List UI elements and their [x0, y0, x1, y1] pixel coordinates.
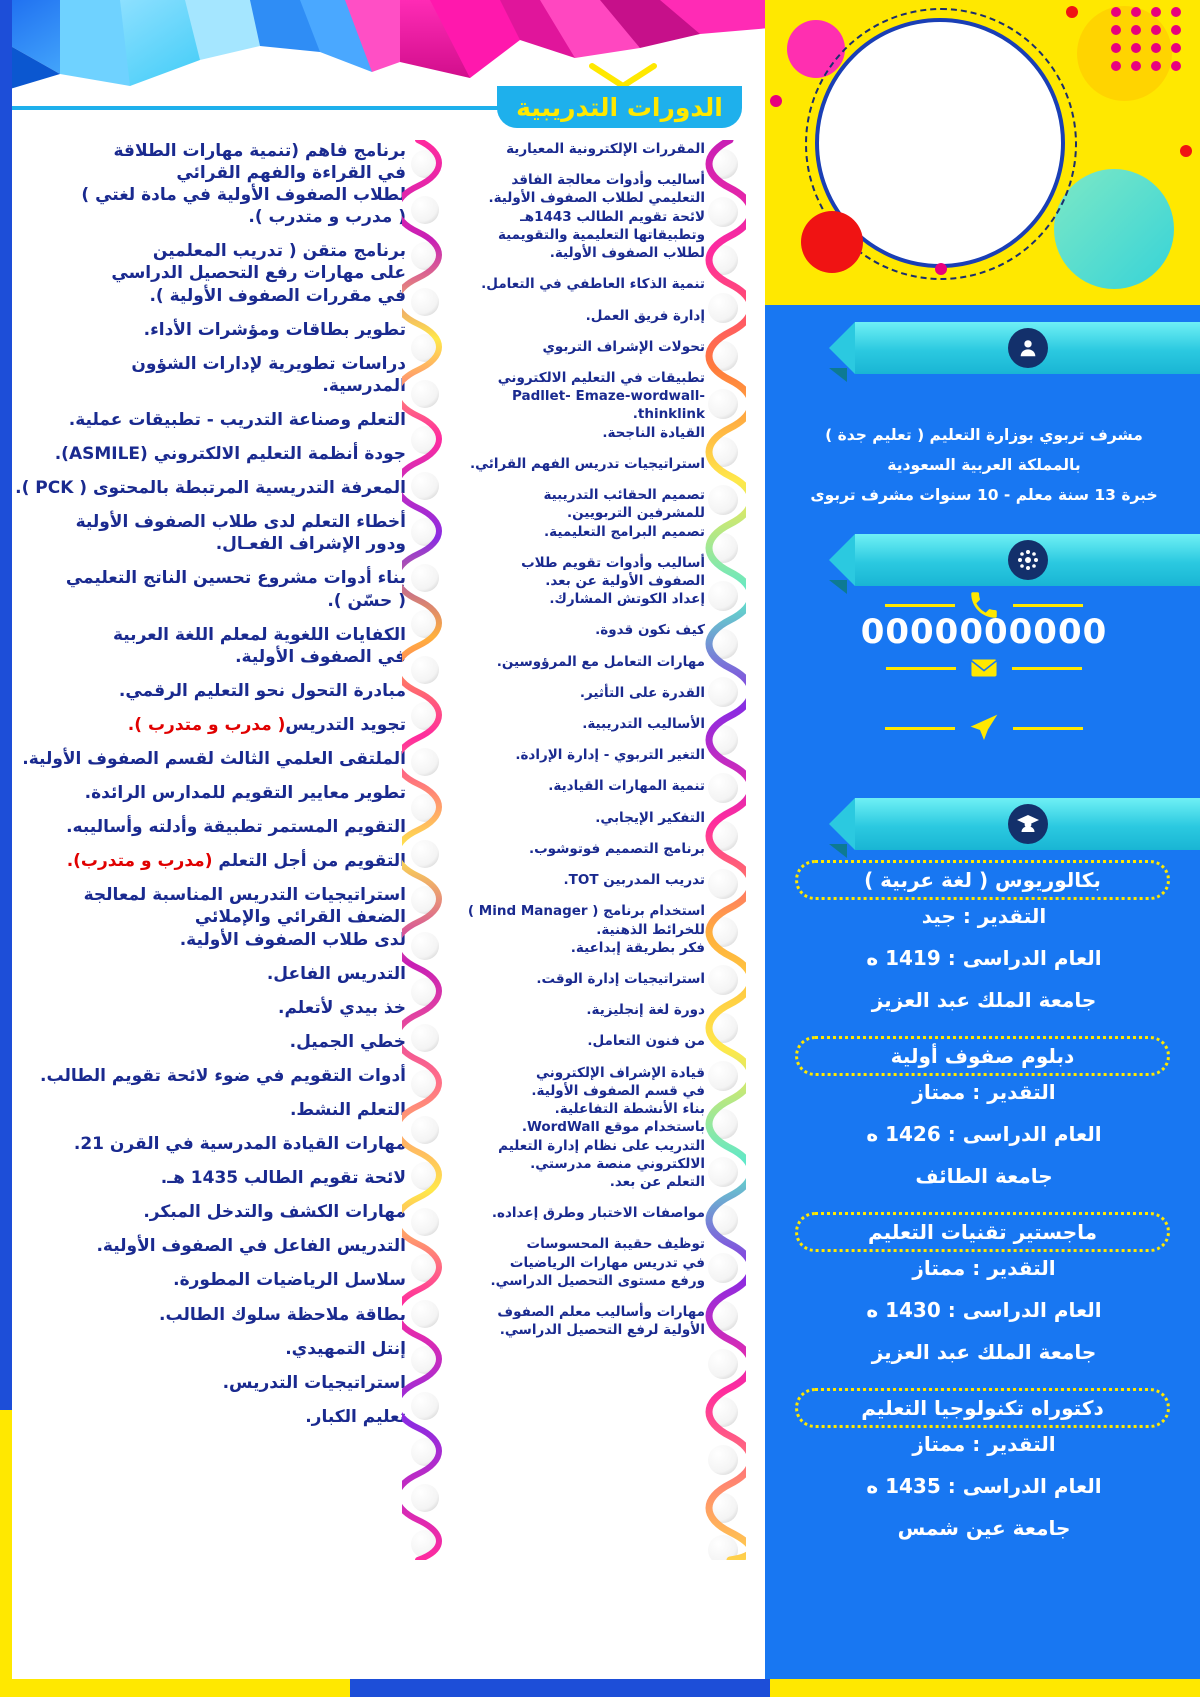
education-year: العام الدراسى : 1435 ه	[866, 1474, 1102, 1498]
course-line: الملتقى العلمي الثالث لقسم الصفوف الأولية.	[22, 748, 406, 769]
course-item	[14, 409, 406, 431]
course-line: الأولية لرفع التحصيل الدراسي.	[499, 1322, 705, 1339]
course-line: Padllet- Emaze-wordwall- thinklink.	[512, 388, 705, 423]
course-line: تدريب المدربين TOT.	[563, 872, 705, 889]
list-gap	[14, 1189, 406, 1201]
course-item	[455, 140, 705, 158]
list-gap	[14, 499, 406, 511]
divider-rule	[885, 727, 955, 730]
course-line: تطبيقات في التعليم الالكتروني	[497, 369, 705, 386]
course-line: لدى طلاب الصفوف الأولية.	[179, 929, 406, 950]
course-line: لطلاب الصفوف الأولية.	[549, 245, 705, 262]
right-sidebar-panel	[765, 0, 1200, 1697]
course-item	[455, 1235, 705, 1290]
course-line: استراتيجيات إدارة الوقت.	[536, 971, 705, 987]
course-line: تطوير بطاقات ومؤشرات الأداء.	[143, 319, 406, 340]
list-gap	[455, 764, 705, 777]
course-line: خذ بيدي لأتعلم.	[278, 997, 406, 1018]
left-edge-strip-blue	[0, 0, 12, 1410]
education-grade: التقدير : ممتاز	[912, 1432, 1056, 1456]
course-line: برنامج فاهم (تنمية مهارات الطلاقة	[113, 141, 406, 161]
dot-grid-ornament	[1108, 4, 1196, 80]
course-line: على مهارات رفع التحصيل الدراسي	[111, 263, 406, 284]
course-line: مواصفات الاختبار وطرق إعداده.	[491, 1205, 705, 1222]
list-gap	[455, 671, 705, 684]
list-gap	[14, 397, 406, 409]
course-item	[14, 1133, 406, 1155]
course-line: قيادة الإشراف الإلكتروني	[535, 1064, 705, 1081]
section-header-education	[855, 798, 1200, 850]
course-line: جودة أنظمة التعليم الالكتروني (ASMILE).	[54, 444, 406, 465]
course-text-highlight: (مدرب و متدرب).	[66, 851, 213, 872]
title-rule	[10, 106, 505, 110]
course-line: برنامج التصميم فوتوشوب.	[528, 840, 705, 857]
course-item	[14, 782, 406, 804]
list-gap	[455, 1191, 705, 1204]
course-item	[14, 511, 406, 555]
list-gap	[14, 341, 406, 353]
course-item	[14, 1099, 406, 1121]
course-line: إعداد الكوتش المشارك.	[549, 591, 705, 608]
course-item	[455, 1032, 705, 1050]
course-item	[455, 621, 705, 639]
course-line: سلاسل الرياضيات المطورة.	[173, 1270, 406, 1291]
course-item	[14, 477, 406, 499]
list-gap	[455, 442, 705, 455]
paper-plane-icon	[967, 712, 1001, 744]
list-gap	[14, 804, 406, 816]
course-item	[455, 715, 705, 733]
list-gap	[14, 431, 406, 443]
course-line: المقررات الإلكترونية المعيارية	[506, 141, 705, 157]
course-item	[455, 486, 705, 541]
course-item	[14, 680, 406, 702]
education-grade: التقدير : ممتاز	[912, 1256, 1056, 1280]
list-gap	[455, 473, 705, 486]
course-item	[14, 850, 406, 872]
course-line: مهارات وأساليب معلم الصفوف	[497, 1304, 705, 1321]
list-gap	[14, 1019, 406, 1031]
course-line: إنتل التمهيدي.	[285, 1338, 406, 1359]
course-line: في قسم الصفوف الأولية.	[531, 1082, 705, 1099]
course-line: المدرسية.	[322, 375, 406, 396]
course-line: أدوات التقويم في ضوء لائحة تقويم الطالب.	[40, 1065, 406, 1086]
list-gap	[14, 1394, 406, 1406]
course-line: تصميم الحقائب التدريبية	[543, 487, 705, 504]
course-line: استراتيجيات تدريس الفهم القرائي.	[470, 455, 705, 472]
list-gap	[455, 1019, 705, 1032]
course-line: التفكير الإيجابي.	[595, 809, 705, 826]
course-item	[14, 1269, 406, 1291]
course-item	[455, 275, 705, 293]
network-icon	[1008, 540, 1048, 580]
course-line: تعليم الكبار.	[305, 1406, 406, 1427]
course-line: وتطبيقاتها التعليمية والتقويمية	[497, 226, 705, 243]
course-item	[14, 240, 406, 306]
course-item	[14, 443, 406, 465]
profile-text-block	[784, 420, 1184, 511]
course-text: تجويد التدريس	[285, 714, 406, 735]
education-year: العام الدراسى : 1426 ه	[866, 1122, 1102, 1146]
list-gap	[455, 702, 705, 715]
course-line: الكفايات اللغوية لمعلم اللغة العربية	[112, 624, 406, 645]
list-gap	[14, 612, 406, 624]
list-gap	[455, 541, 705, 554]
course-item	[14, 353, 406, 397]
course-item	[14, 140, 406, 228]
profile-role-line-1: مشرف تربوي بوزارة التعليم ( تعليم جدة )	[825, 426, 1143, 444]
list-gap	[14, 838, 406, 850]
page-title-badge	[497, 86, 742, 128]
course-line: برنامج متقن ( تدريب المعلمين	[152, 241, 406, 262]
list-gap	[455, 640, 705, 653]
list-gap	[14, 1292, 406, 1304]
list-gap	[14, 555, 406, 567]
course-line: استراتيجيات التدريس المناسبة لمعالجة	[83, 885, 406, 906]
list-gap	[455, 356, 705, 369]
course-line: التعليمي لطلاب الصفوف الأولية.	[488, 190, 705, 207]
course-line: خطي الجميل.	[289, 1031, 406, 1052]
course-line: أساليب وأدوات معالجة الفاقد	[511, 172, 705, 189]
squiggle-divider-left	[402, 140, 448, 1560]
education-grade: التقدير : جيد	[921, 904, 1047, 928]
list-gap	[14, 702, 406, 714]
education-university: جامعة عين شمس	[897, 1516, 1071, 1540]
list-gap	[455, 988, 705, 1001]
course-item	[14, 624, 406, 668]
accent-dot	[1066, 6, 1078, 18]
course-item	[14, 997, 406, 1019]
list-gap	[455, 827, 705, 840]
course-item	[455, 746, 705, 764]
list-gap	[455, 325, 705, 338]
course-line: التدريس الفاعل في الصفوف الأولية.	[96, 1236, 406, 1257]
course-item	[455, 171, 705, 262]
course-line: بطاقة ملاحظة سلوك الطالب.	[159, 1304, 406, 1325]
course-line: باستخدام موقع WordWall.	[521, 1119, 705, 1136]
list-gap	[455, 1051, 705, 1064]
profile-role-line-3: خبرة 13 سنة معلم - 10 سنوات مشرف تربوى	[810, 486, 1158, 505]
course-line: من فنون التعامل.	[587, 1033, 705, 1050]
courses-column-left	[14, 140, 406, 1440]
course-item	[14, 1304, 406, 1326]
course-line: توظيف حقيبة المحسوسات	[526, 1236, 705, 1253]
list-gap	[14, 1087, 406, 1099]
course-line: تصميم البرامج التعليمية.	[544, 523, 705, 540]
list-gap	[14, 307, 406, 319]
course-item	[455, 840, 705, 858]
list-gap	[455, 858, 705, 871]
course-item	[455, 809, 705, 827]
course-item	[14, 884, 406, 950]
profile-photo-block	[765, 0, 1200, 305]
course-line: الأساليب التدريبية.	[582, 716, 705, 733]
contact-telegram-row[interactable]	[784, 712, 1184, 744]
course-item	[455, 684, 705, 702]
course-item	[14, 1065, 406, 1087]
course-line	[14, 714, 406, 736]
course-line: ودور الإشراف الفعـال.	[215, 534, 406, 555]
list-gap	[455, 1290, 705, 1303]
course-line: التعلم النشط.	[289, 1100, 406, 1120]
list-gap	[14, 1428, 406, 1440]
course-line: التدريس الفاعل.	[266, 963, 406, 984]
course-item	[455, 777, 705, 795]
course-line: الصفوف الأولية عن بعد.	[545, 572, 705, 589]
course-item	[455, 455, 705, 473]
course-item	[14, 319, 406, 341]
list-gap	[455, 608, 705, 621]
course-line: لطلاب الصفوف الأولية في مادة لغتي )	[81, 185, 406, 206]
red-blob	[801, 211, 863, 273]
section-header-profile	[855, 322, 1200, 374]
course-text: التقويم من أجل التعلم	[212, 851, 406, 872]
list-gap	[14, 985, 406, 997]
course-item	[455, 338, 705, 356]
course-item	[455, 1001, 705, 1019]
course-item	[14, 963, 406, 985]
list-gap	[14, 228, 406, 240]
course-line: التعلم وصناعة التدريب - تطبيقات عملية.	[68, 409, 406, 430]
list-gap	[14, 872, 406, 884]
divider-rule	[1013, 727, 1083, 730]
course-line: كيف نكون قدوة.	[595, 622, 705, 639]
course-item	[455, 369, 705, 442]
course-line: دورة لغة إنجليزية.	[586, 1002, 705, 1019]
list-gap	[455, 733, 705, 746]
education-year: العام الدراسى : 1430 ه	[866, 1298, 1102, 1322]
course-item	[455, 902, 705, 957]
education-degree-title: دكتوراه تكنولوجيا التعليم	[795, 1388, 1170, 1428]
course-line: الالكتروني منصة مدرستي.	[530, 1155, 705, 1172]
course-line: المعرفة التدريسية المرتبطة بالمحتوى ( PCK ).	[15, 478, 406, 499]
course-line: التدريب على نظام إدارة التعليم	[498, 1137, 705, 1154]
course-item	[455, 1204, 705, 1222]
education-university: جامعة الملك عبد العزيز	[871, 988, 1097, 1012]
education-university: جامعة الملك عبد العزيز	[871, 1340, 1097, 1364]
list-gap	[14, 770, 406, 782]
divider-rule	[885, 604, 955, 607]
course-line: تنمية الذكاء العاطفي في التعامل.	[481, 276, 705, 293]
divider-rule	[1012, 667, 1082, 670]
course-line: للخرائط الذهنية.	[596, 921, 705, 938]
course-item	[14, 1372, 406, 1394]
course-line: لائحة تقويم الطالب 1443هـ	[520, 208, 705, 225]
course-item	[455, 1064, 705, 1192]
course-line: بناء الأنشطة التفاعلية.	[554, 1101, 705, 1118]
course-item	[455, 307, 705, 325]
course-line	[14, 850, 406, 872]
course-line: تطوير معايير التقويم للمدارس الرائدة.	[84, 783, 406, 804]
course-item	[455, 554, 705, 609]
course-text-highlight: ( مدرب و متدرب ).	[127, 714, 286, 735]
list-gap	[14, 1326, 406, 1338]
list-gap	[14, 1155, 406, 1167]
course-line: تحولات الإشراف التربوي	[542, 338, 705, 355]
list-gap	[14, 668, 406, 680]
course-line: فكر بطريقة إبداعية.	[570, 939, 705, 956]
course-line: في مقررات الصفوف الأولية ).	[149, 285, 406, 306]
course-line: ( حسّن ).	[327, 590, 406, 611]
page-title: الدورات التدريبية	[516, 92, 723, 122]
course-line: أخطاء التعلم لدى طلاب الصفوف الأولية	[75, 512, 406, 533]
list-gap	[455, 796, 705, 809]
course-item	[14, 1406, 406, 1428]
divider-rule	[886, 667, 956, 670]
education-year: العام الدراسى : 1419 ه	[866, 946, 1102, 970]
course-item	[455, 1303, 705, 1339]
course-item	[14, 748, 406, 770]
course-line: بناء أدوات مشروع تحسين الناتج التعليمي	[65, 568, 406, 589]
envelope-icon	[968, 652, 1000, 684]
teal-blob	[1054, 169, 1174, 289]
course-line: الضعف القرائي والإملائي	[194, 907, 406, 928]
accent-dot	[770, 95, 782, 107]
list-gap	[455, 262, 705, 275]
list-gap	[14, 1257, 406, 1269]
list-gap	[14, 1121, 406, 1133]
education-grade: التقدير : ممتاز	[912, 1080, 1056, 1104]
courses-column-right	[455, 140, 705, 1353]
course-line: ( مدرب و متدرب ).	[248, 207, 406, 228]
profile-role-line-2: بالمملكة العربية السعودية	[887, 456, 1081, 475]
list-gap	[455, 889, 705, 902]
course-item	[14, 1235, 406, 1257]
course-item	[14, 1338, 406, 1360]
education-university: جامعة الطائف	[915, 1164, 1053, 1188]
list-gap	[455, 158, 705, 171]
course-line: مهارات الكشف والتدخل المبكر.	[143, 1202, 406, 1223]
course-item	[14, 1167, 406, 1189]
course-line: في القراءة والفهم القرائي	[176, 163, 406, 184]
list-gap	[455, 1340, 705, 1353]
course-line: مهارات التعامل مع المرؤوسين.	[496, 653, 705, 670]
person-icon	[1008, 328, 1048, 368]
course-line: تنمية المهارات القيادية.	[548, 778, 705, 795]
course-line: إدارة فريق العمل.	[585, 307, 705, 324]
education-degree-title: دبلوم صفوف أولية	[795, 1036, 1170, 1076]
course-item	[455, 653, 705, 671]
course-item	[14, 567, 406, 611]
list-gap	[14, 1360, 406, 1372]
course-item	[455, 970, 705, 988]
course-item	[14, 1031, 406, 1053]
course-item	[14, 714, 406, 736]
list-gap	[455, 957, 705, 970]
list-gap	[14, 1223, 406, 1235]
course-line: القدرة على التأثير.	[579, 684, 705, 701]
course-line: أساليب وأدوات تقويم طلاب	[521, 554, 705, 571]
accent-dot	[935, 263, 947, 275]
course-line: دراسات تطويرية لإدارات الشؤون	[131, 353, 406, 374]
list-gap	[455, 1222, 705, 1235]
course-line: القيادة الناجحة.	[602, 424, 705, 441]
education-degree-title: ماجستير تقنيات التعليم	[795, 1212, 1170, 1252]
course-line: استراتيجيات التدريس.	[222, 1372, 406, 1393]
list-gap	[14, 951, 406, 963]
course-line: لائحة تقويم الطالب 1435 هـ.	[160, 1168, 406, 1189]
section-header-contact	[855, 534, 1200, 586]
graduate-icon	[1008, 804, 1048, 844]
course-line: في الصفوف الأولية.	[235, 646, 406, 667]
phone-number[interactable]: 0000000000	[860, 612, 1108, 652]
course-line: التغير التربوي - إدارة الإرادة.	[515, 747, 705, 764]
list-gap	[14, 1053, 406, 1065]
course-line: مهارات القيادة المدرسية في القرن 21.	[73, 1134, 406, 1155]
education-degree-title: بكالوريوس ( لغة عربية )	[795, 860, 1170, 900]
list-gap	[14, 736, 406, 748]
course-line: التعلم عن بعد.	[609, 1173, 705, 1190]
bottom-strip-blue	[350, 1679, 770, 1697]
divider-rule	[1013, 604, 1083, 607]
accent-dot	[1180, 145, 1192, 157]
squiggle-divider-right	[700, 140, 746, 1560]
course-line: مبادرة التحول نحو التعليم الرقمي.	[118, 680, 406, 701]
list-gap	[455, 294, 705, 307]
course-line: للمشرفين التربويين.	[567, 505, 705, 522]
list-gap	[14, 465, 406, 477]
course-item	[14, 1201, 406, 1223]
contact-email-row[interactable]	[784, 652, 1184, 684]
course-line: في تدريس مهارات الرياضيات	[509, 1254, 705, 1271]
course-line: ورفع مستوى التحصيل الدراسي.	[490, 1272, 705, 1289]
course-line: استخدام برنامج ( Mind Manager )	[467, 903, 705, 920]
course-line: التقويم المستمر تطبيقة وأدلته وأساليبه.	[66, 817, 406, 838]
course-item	[455, 871, 705, 889]
course-item	[14, 816, 406, 838]
